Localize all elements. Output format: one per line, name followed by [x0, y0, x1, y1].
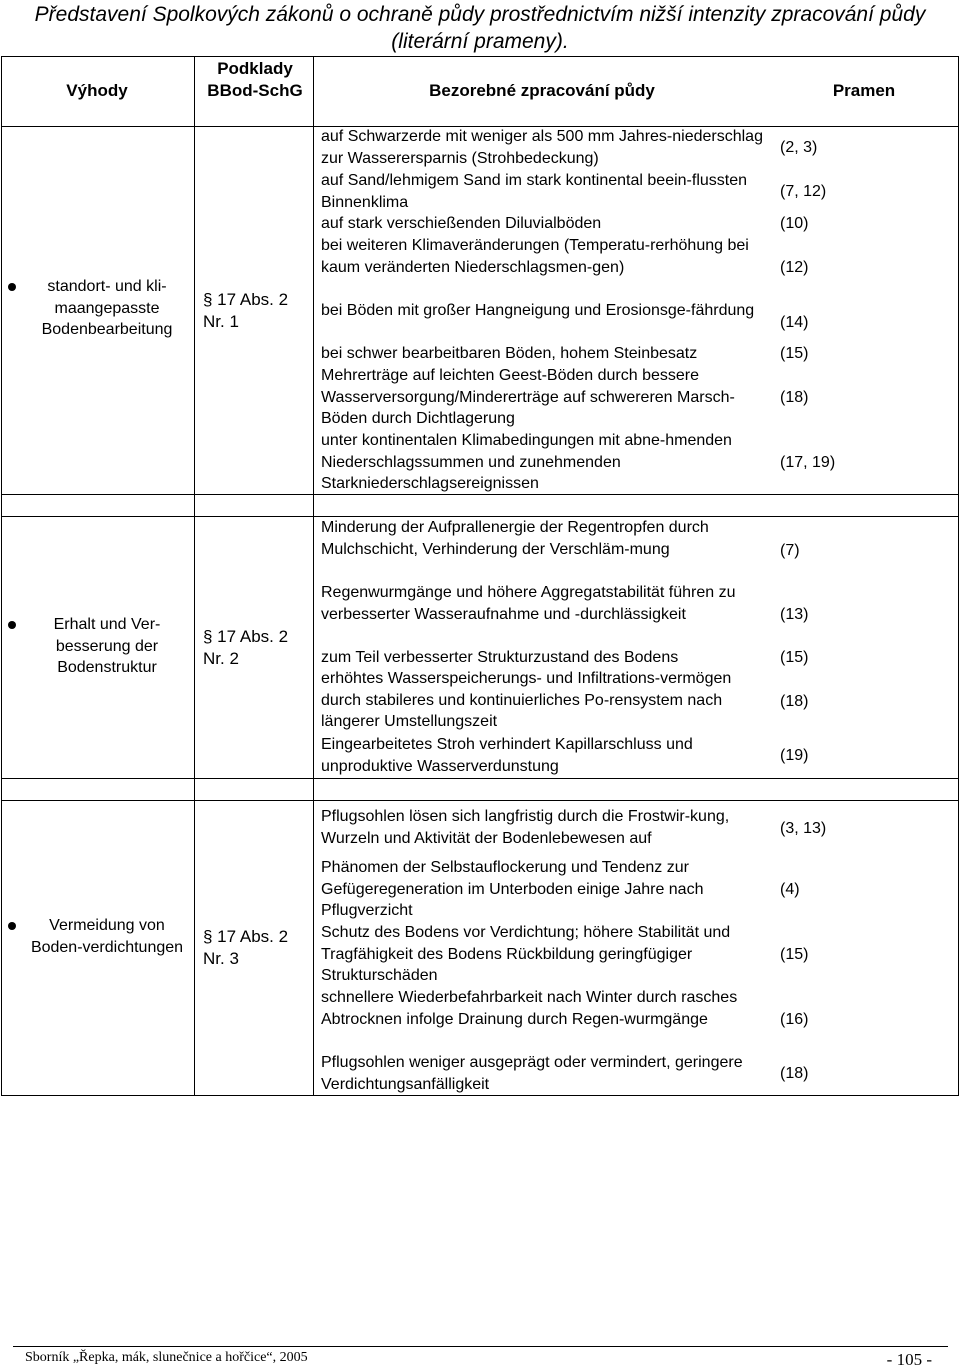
table-row-text: bei schwer bearbeitbaren Böden, hohem Steinbesatz	[321, 345, 698, 362]
benefit-label: standort- und kli-maangepasste Bodenbearbeitung	[41, 278, 173, 339]
legal-ref: § 17 Abs. 2 Nr. 1	[203, 290, 289, 331]
legal-ref: § 17 Abs. 2 Nr. 2	[203, 627, 289, 668]
table-row-text: erhöhtes Wasserspeicherungs- und Infiltrations-vermögen durch stabileres und kontinuierliches Po-rensystem nach längerer Umstellungszeit	[321, 670, 732, 731]
table-row-text: unter kontinentalen Klimabedingungen mit abne-hmenden Niederschlagssummen und zunehmenden Starkniederschlagsereignissen	[321, 432, 732, 493]
table-row-source: (14)	[780, 314, 809, 331]
benefit-cell	[2, 915, 190, 958]
table-row-text: bei Böden mit großer Hangneigung und Erosionsge-fährdung	[321, 302, 755, 319]
benefit-cell	[2, 614, 190, 679]
table-row-text: Pflugsohlen weniger ausgeprägt oder vermindert, geringere Verdichtungsanfälligkeit	[321, 1054, 743, 1093]
table-row-source: (12)	[780, 259, 809, 276]
bullet-icon	[8, 283, 16, 291]
table-row-source: (16)	[780, 1011, 809, 1028]
table-row-text: bei weiteren Klimaveränderungen (Temperatu-rerhöhung bei kaum veränderten Niederschlagsmen-gen)	[321, 237, 749, 276]
table-row-text: Schutz des Bodens vor Verdichtung; höhere Stabilität und Tragfähigkeit des Bodens Rückbildung geringfügiger Strukturschäden	[321, 924, 731, 985]
section2-bottom-border	[1, 778, 959, 779]
table-row-text: schnellere Wiederbefahrbarkeit nach Winter durch rasches Abtrocknen infolge Drainung durch Regen-wurmgänge	[321, 989, 738, 1028]
table-row-text: auf Sand/lehmigem Sand im stark kontinental beein-flussten Binnenklima	[321, 172, 748, 211]
benefit-label: Vermeidung von Boden-verdichtungen	[30, 917, 184, 956]
table-row-source: (10)	[780, 215, 809, 232]
table-row-source: (15)	[780, 345, 809, 362]
header-podklady: Podklady BBod-SchG	[207, 59, 303, 100]
table-row-source: (15)	[780, 946, 809, 963]
header-pramen: Pramen	[832, 81, 896, 100]
table-top-border	[1, 56, 959, 57]
table-row-source: (7)	[780, 542, 800, 559]
footer-citation: Sborník „Řepka, mák, slunečnice a hořčice“, 2005	[25, 1350, 308, 1365]
table-row-text: Minderung der Aufprallenergie der Regentropfen durch Mulchschicht, Verhinderung der Verschläm-mung	[321, 519, 709, 558]
table-row-source: (4)	[780, 881, 800, 898]
bullet-icon	[8, 922, 16, 930]
table-row-source: (15)	[780, 649, 809, 666]
table-right-border	[958, 56, 959, 1096]
table-row-source: (19)	[780, 747, 809, 764]
header-bezorebne: Bezorebné zpracování půdy	[429, 81, 655, 100]
table-row-source: (7, 12)	[780, 183, 827, 200]
table-row-text: zum Teil verbesserter Strukturzustand des Bodens	[321, 649, 679, 666]
table-row-source: (18)	[780, 693, 809, 710]
table-row-source: (2, 3)	[780, 139, 818, 156]
header-vyhody: Výhody	[66, 81, 128, 100]
col-divider-1	[194, 56, 195, 1096]
table-row-source: (18)	[780, 389, 809, 406]
table-row-text: Regenwurmgänge und höhere Aggregatstabilität führen zu verbesserter Wasseraufnahme und -durchlässigkeit	[321, 584, 736, 623]
table-row-text: Phänomen der Selbstauflockerung und Tendenz zur Gefügeregeneration im Unterboden einige Jahre nach Pflugverzicht	[321, 859, 704, 920]
table-row-text: auf stark verschießenden Diluvialböden	[321, 215, 602, 232]
bullet-icon	[8, 621, 16, 629]
page-title: Představení Spolkových zákonů o ochraně půdy prostřednictvím nižší intenzity zpracování půdy (literární prameny).	[34, 3, 926, 53]
benefit-cell	[2, 276, 190, 341]
page-number: - 105 -	[886, 1350, 932, 1369]
table-row-text: Eingearbeitetes Stroh verhindert Kapillarschluss und unproduktive Wasserverdunstung	[321, 736, 693, 775]
benefit-label: Erhalt und Ver-besserung der Bodenstruktur	[53, 616, 161, 677]
table-row-text: Mehrerträge auf leichten Geest-Böden durch bessere Wasserversorgung/Mindererträge auf schwereren Marsch-Böden durch Dichtlagerung	[321, 367, 735, 428]
footer-divider	[13, 1346, 948, 1347]
table-row-source: (3, 13)	[780, 820, 827, 837]
section3-top-border	[1, 800, 959, 801]
table-row-source: (13)	[780, 606, 809, 623]
table-row-text: auf Schwarzerde mit weniger als 500 mm Jahres-niederschlag zur Wasserersparnis (Strohbedeckung)	[321, 128, 763, 167]
table-row-source: (18)	[780, 1065, 809, 1082]
col-divider-2	[313, 56, 314, 1096]
table-row-text: Pflugsohlen lösen sich langfristig durch die Frostwir-kung, Wurzeln und Aktivität der Bodenlebewesen auf	[321, 808, 730, 847]
table-row-source: (17, 19)	[780, 454, 836, 471]
legal-ref: § 17 Abs. 2 Nr. 3	[203, 927, 289, 968]
